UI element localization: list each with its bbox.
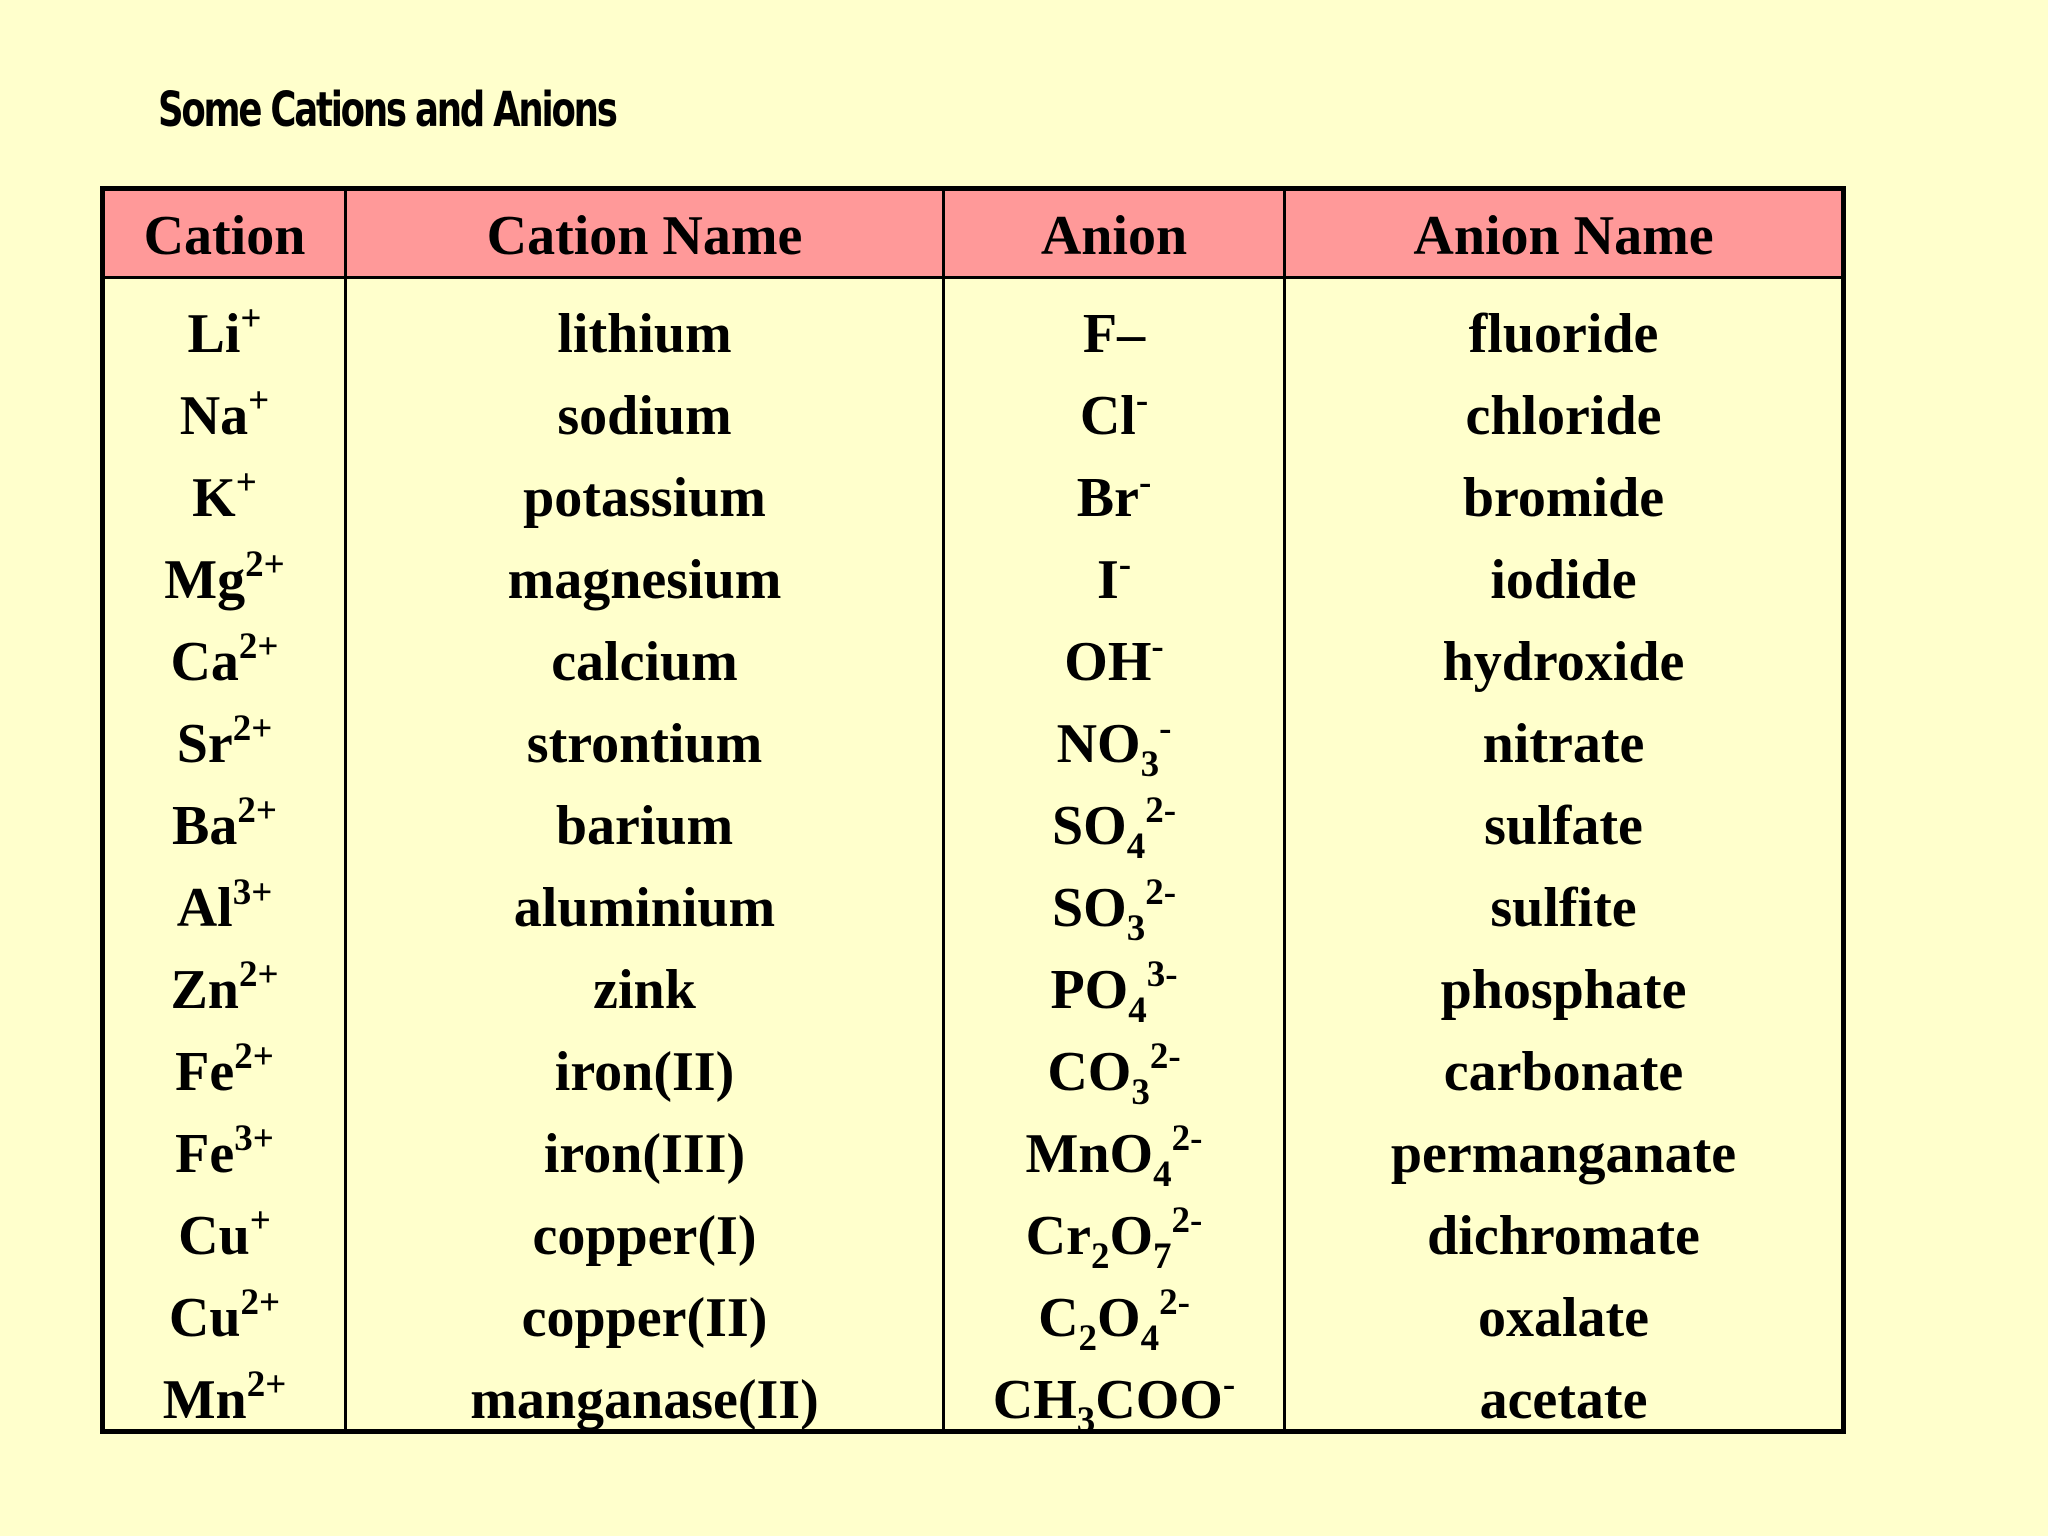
anion-formula-cell: OH- — [1064, 626, 1164, 693]
anion-formula-cell: $CH_3COO^-$ — [992, 1364, 1236, 1441]
cation-formula-cell: $Cu^{2+}$ — [168, 1282, 281, 1349]
cation-formula-cell: $Mn^{2+}$ — [162, 1364, 287, 1431]
cation-formula-cell: $Ba^{2+}$ — [172, 790, 277, 857]
anion-name-cell: hydroxide — [1442, 631, 1685, 693]
cation-name-cell: potassium — [523, 467, 766, 529]
anion-name-cell: acetate — [1479, 1369, 1648, 1431]
anion-formula-cell: MnO$_4^{2-}$ — [1025, 1118, 1203, 1195]
cation-formula-cell: Cu+ — [178, 1200, 271, 1267]
anion-name-cell: nitrate — [1482, 713, 1645, 775]
cation-formula-cell: K+ — [192, 462, 257, 529]
anion-name-cell: phosphate — [1440, 959, 1687, 1021]
ions-table — [100, 186, 1846, 1441]
anion-formula-cell: $C_2O_4^{2-}$ — [1038, 1282, 1190, 1359]
cation-name-cell: barium — [555, 795, 734, 857]
cation-formula-cell: $Ca^{2+}$ — [170, 626, 279, 693]
cation-name-cell: lithium — [557, 303, 732, 365]
anion-formula-cell: $NO_3^-$ — [1056, 708, 1172, 785]
anion-formula-cell: $SO_3^{2-}$ — [1051, 872, 1177, 949]
cation-formula-cell: $Mg^{2+}$ — [164, 544, 285, 611]
anion-name-cell: carbonate — [1443, 1041, 1684, 1103]
header-cation-name: Cation Name — [486, 205, 803, 267]
anion-formula-cell: $PO_4^{3-}$ — [1050, 954, 1178, 1031]
cation-formula-cell: $Zn^{2+}$ — [170, 954, 279, 1021]
cation-formula-cell: $Sr^{2+}$ — [176, 708, 273, 775]
anion-name-cell: iodide — [1490, 549, 1637, 611]
cation-name-cell: copper(II) — [521, 1287, 768, 1349]
header-anion: Anion — [1040, 205, 1188, 267]
cation-name-cell: calcium — [551, 631, 738, 693]
anion-name-cell: bromide — [1462, 467, 1665, 529]
anion-name-cell: oxalate — [1477, 1287, 1650, 1349]
anion-name-cell: chloride — [1465, 385, 1662, 447]
cation-name-cell: aluminium — [513, 877, 776, 939]
cation-name-cell: copper(I) — [532, 1205, 757, 1267]
anion-name-column — [1286, 293, 1841, 1441]
cation-formula-cell: Na+ — [179, 380, 270, 447]
anion-formula-cell: $SO_4^{2-}$ — [1051, 790, 1177, 867]
anion-name-cell: sulfite — [1490, 877, 1637, 939]
cation-name-cell: iron(II) — [554, 1041, 735, 1103]
anion-formula-cell: F– — [1082, 303, 1146, 365]
cation-name-cell: manganase(II) — [470, 1369, 819, 1431]
header-anion-name: Anion Name — [1413, 205, 1714, 267]
cation-name-column — [347, 293, 942, 1441]
page-title: Some Cations and Anions — [158, 82, 616, 138]
anion-formula-cell: I- — [1096, 544, 1132, 611]
anion-name-cell: fluoride — [1468, 303, 1659, 365]
anion-formula-cell: $CO_3^{2-}$ — [1047, 1036, 1181, 1113]
anion-name-cell: dichromate — [1427, 1205, 1700, 1267]
cation-name-cell: strontium — [526, 713, 763, 775]
cation-column — [105, 293, 344, 1441]
anion-formula-cell: $Cr_2O_7^{2-}$ — [1025, 1200, 1203, 1277]
cation-formula-cell: Li+ — [187, 298, 262, 365]
cation-formula-cell: $Al^{3+}$ — [176, 872, 273, 939]
anion-column — [945, 293, 1283, 1441]
cation-name-cell: zink — [593, 959, 696, 1021]
anion-formula-cell: Cl- — [1079, 380, 1149, 447]
cation-name-cell: sodium — [557, 385, 732, 447]
cation-name-cell: magnesium — [507, 549, 782, 611]
anion-name-cell: permanganate — [1390, 1123, 1737, 1185]
anion-name-cell: sulfate — [1484, 795, 1643, 857]
header-cation: Cation — [143, 205, 306, 267]
cation-formula-cell: $Fe^{3+}$ — [175, 1118, 274, 1185]
cation-name-cell: iron(III) — [543, 1123, 746, 1185]
cation-formula-cell: $Fe^{2+}$ — [175, 1036, 274, 1103]
anion-formula-cell: Br- — [1076, 462, 1152, 529]
